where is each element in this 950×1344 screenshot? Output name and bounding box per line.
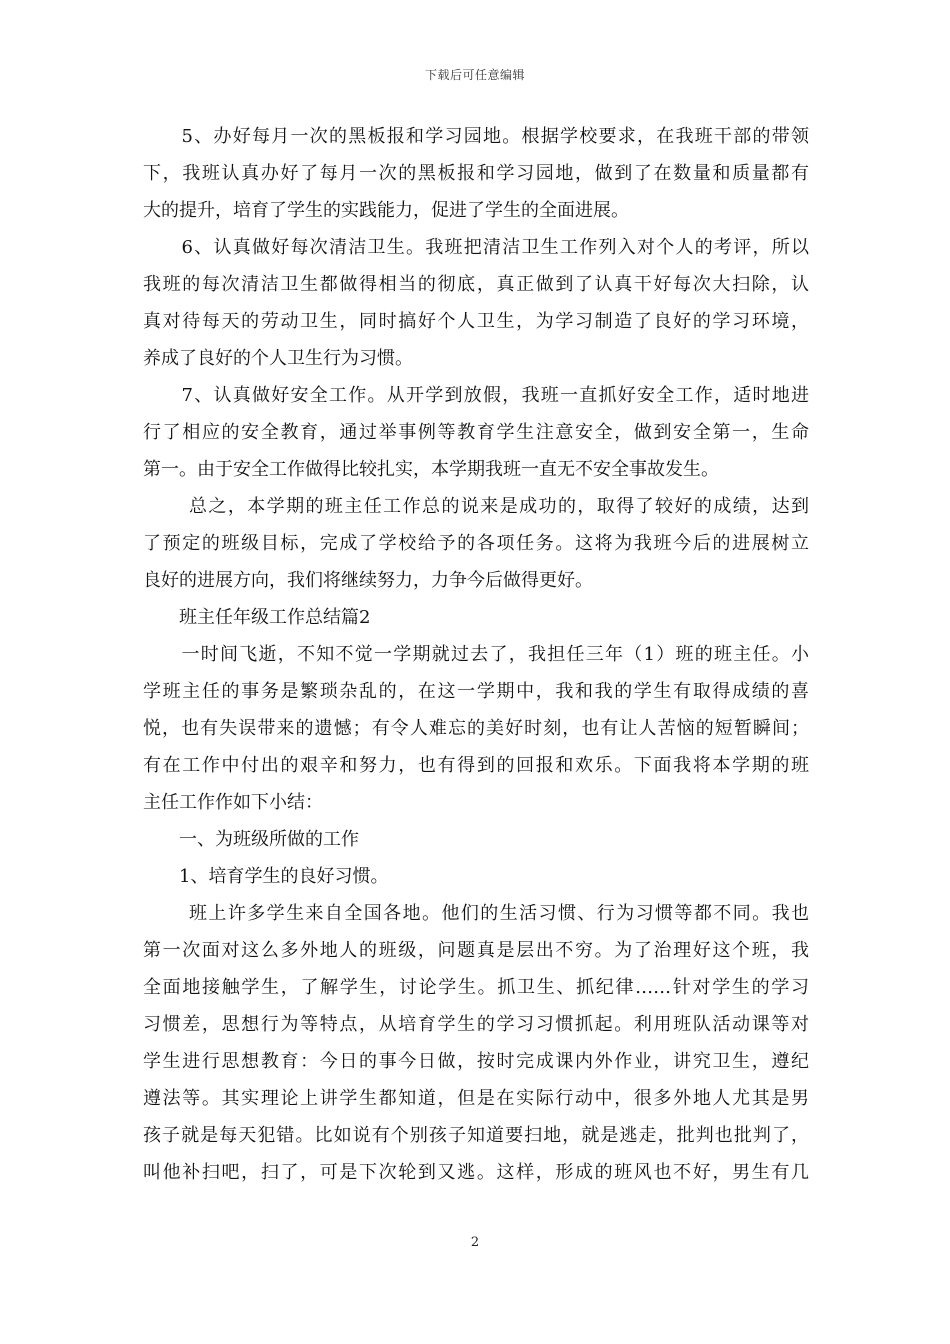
paragraph bbox=[143, 118, 809, 229]
paragraph-line: 学生进行思想教育：今日的事今日做，按时完成课内外作业，讲究卫生，遵纪 bbox=[143, 1051, 809, 1072]
paragraph-line: 学班主任的事务是繁琐杂乱的，在这一学期中，我和我的学生有取得成绩的喜 bbox=[143, 681, 809, 702]
paragraph-line: 大的提升，培育了学生的实践能力，促进了学生的全面进展。 bbox=[143, 200, 629, 221]
paragraph-line: 行了相应的安全教育，通过举事例等教育学生注意安全，做到安全第一，生命 bbox=[143, 422, 809, 443]
paragraph-line: 一时间飞逝，不知不觉一学期就过去了，我担任三年（1）班的班主任。小 bbox=[143, 644, 809, 665]
paragraph-line: 了预定的班级目标，完成了学校给予的各项任务。这将为我班今后的进展树立 bbox=[143, 533, 809, 554]
paragraph-line: 全面地接触学生，了解学生，讨论学生。抓卫生、抓纪律……针对学生的学习 bbox=[143, 977, 809, 998]
document-body bbox=[143, 118, 809, 1191]
paragraph-line: 孩子就是每天犯错。比如说有个别孩子知道要扫地，就是逃走，批判也批判了， bbox=[143, 1125, 809, 1146]
paragraph-line: 7、认真做好安全工作。从开学到放假，我班一直抓好安全工作，适时地进 bbox=[143, 385, 809, 406]
paragraph bbox=[143, 377, 809, 488]
paragraph bbox=[143, 229, 809, 377]
paragraph-line: 习惯差，思想行为等特点，从培育学生的学习习惯抓起。利用班队活动课等对 bbox=[143, 1014, 809, 1035]
paragraph bbox=[143, 858, 809, 895]
paragraph bbox=[143, 488, 809, 599]
paragraph-line: 主任工作作如下小结： bbox=[143, 792, 323, 813]
paragraph-line: 下，我班认真办好了每月一次的黑板报和学习园地，做到了在数量和质量都有 bbox=[143, 163, 809, 184]
paragraph-line: 叫他补扫吧，扫了，可是下次轮到又逃。这样，形成的班风也不好，男生有几 bbox=[143, 1162, 809, 1183]
page-number: 2 bbox=[470, 1235, 480, 1250]
paragraph-line: 养成了良好的个人卫生行为习惯。 bbox=[143, 348, 413, 369]
paragraph-line: 第一次面对这么多外地人的班级，问题真是层出不穷。为了治理好这个班，我 bbox=[143, 940, 809, 961]
paragraph-line: 1、培育学生的良好习惯。 bbox=[143, 866, 389, 887]
paragraph bbox=[143, 599, 809, 636]
paragraph-line: 总之，本学期的班主任工作总的说来是成功的，取得了较好的成绩，达到 bbox=[143, 496, 809, 517]
paragraph-line: 一、为班级所做的工作 bbox=[143, 829, 359, 850]
paragraph-line: 第一。由于安全工作做得比较扎实，本学期我班一直无不安全事故发生。 bbox=[143, 459, 719, 480]
paragraph bbox=[143, 821, 809, 858]
paragraph bbox=[143, 636, 809, 821]
paragraph-line: 5、办好每月一次的黑板报和学习园地。根据学校要求，在我班干部的带领 bbox=[143, 126, 809, 147]
paragraph bbox=[143, 895, 809, 1191]
paragraph-line: 班上许多学生来自全国各地。他们的生活习惯、行为习惯等都不同。我也 bbox=[143, 903, 809, 924]
paragraph-line: 有在工作中付出的艰辛和努力，也有得到的回报和欢乐。下面我将本学期的班 bbox=[143, 755, 809, 776]
paragraph-line: 遵法等。其实理论上讲学生都知道，但是在实际行动中，很多外地人尤其是男 bbox=[143, 1088, 809, 1109]
paragraph-line: 我班的每次清洁卫生都做得相当的彻底，真正做到了认真干好每次大扫除，认 bbox=[143, 274, 809, 295]
paragraph-line: 真对待每天的劳动卫生，同时搞好个人卫生，为学习制造了良好的学习环境， bbox=[143, 311, 809, 332]
paragraph-line: 良好的进展方向，我们将继续努力，力争今后做得更好。 bbox=[143, 570, 593, 591]
page-header: 下载后可任意编辑 bbox=[424, 68, 525, 82]
paragraph-line: 班主任年级工作总结篇2 bbox=[143, 607, 371, 628]
paragraph-line: 6、认真做好每次清洁卫生。我班把清洁卫生工作列入对个人的考评，所以 bbox=[143, 237, 809, 258]
paragraph-line: 悦，也有失误带来的遗憾；有令人难忘的美好时刻，也有让人苦恼的短暂瞬间； bbox=[143, 718, 809, 739]
